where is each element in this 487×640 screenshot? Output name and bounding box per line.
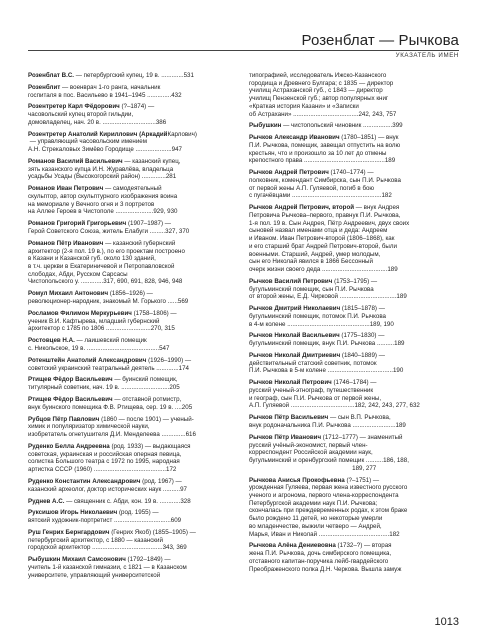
entry-text: внук буинского помещика Ф.В. Ртищева, сер. 19 в. ....205 [28,403,193,411]
entry-text: Петровича Рычкова–первого, правнук П.И. Рычкова, [249,212,401,219]
entry-text: (род. 1933) — выдающаяся [109,442,191,450]
entry-text: внук родоначальника П.И. Рычкова .........................189 [249,422,406,429]
entry-name: Руденко Белла Андреевна [28,442,110,450]
entry-text: госпиталя в пос. Васильево в 1941–1945 ..............432 [28,91,182,99]
entry-text: Карлович) [167,130,197,138]
entry-text: А.П. Гуляевой .....................................182, 242, 243, 277, 632 [249,402,420,410]
entry-name: Руднев А.С. [28,497,65,505]
index-entry [28,72,238,80]
index-entry [249,332,459,347]
entry-text: крепостного права ...............................................189 [249,157,396,165]
entry-text: ученого и агронома, первого члена-корреспондента [249,492,399,499]
entry-text: и его старший брат Андрей Петрович-второй, были [249,242,397,250]
index-entry [28,376,238,391]
entry-name: Рычкова Анисья Прокофьевна [249,476,345,484]
index-entry [28,529,238,552]
entry-text: от первой жены А.П. Гуляевой, погиб в бою [249,184,375,192]
entry-text: — сын В.П. Рычкова, [328,414,391,422]
index-entry [28,185,238,216]
entry-text: (1907–1987) — [126,220,171,228]
entry-name: Романов Иван Петрович [28,185,104,193]
entry-text: П.И. Рычкова, помещик, завещал отпустить на волю [249,142,401,149]
entry-text: революционер-народник, знакомый М. Горького ......569 [28,298,189,306]
entry-text: (1746–1784) — [331,379,377,387]
entry-text: полковник, комендант Симбирска, сын П.И. Рычкова [249,177,401,184]
entry-text: — военврач 1-го ранга, начальник [60,83,161,91]
page-header [0,0,487,62]
entry-text: (1732–?) — вторая [335,542,392,550]
page-number: 1013 [434,616,459,628]
entry-text: Преображенского полка Д.Н. Черкова. Вышла замуж [249,565,402,573]
entry-text: в т.ч. церкви в Екатериничевой и Петропавловской [28,263,175,271]
index-entry [249,414,459,429]
entry-text: Петербургской академии наук П.И. Рычкова; [249,499,378,507]
index-entry [28,337,238,352]
entry-name: Руденко Константин Александрович [28,477,141,485]
entry-text: на Аллее Героев в Чистополе ......................929, 930 [28,208,178,216]
index-entry [28,310,238,333]
index-entry [28,416,238,439]
entry-text: усадьбы Усады (Высокогорский район) ..............281 [28,173,177,181]
index-entry [249,379,459,410]
entry-text: (1926–1990) — [146,356,192,364]
entry-text: архитектор с 1785 по 1806 ..........................270, 315 [28,325,175,333]
entry-text: скульптор, автор скульптурного изображения воина [28,193,178,201]
entry-text: — казанский купец, [122,158,181,166]
entry-text: (род. 1955) — [117,509,159,517]
index-entry [28,158,238,181]
index-entry [28,443,238,474]
entry-name: Ротенштейн Анатолий Александрович [28,356,147,364]
entry-text: военными. Старший, Андрей, умер молодым, [249,250,381,258]
entry-text: жена П.И. Рычкова, дочь симбирского помещика, [249,550,392,558]
entry-name: Рычков Николай Васильевич [249,332,340,340]
entry-text: — чистопольский чиновник .................399 [281,122,403,130]
entry-text: (1856–1926) — [108,290,153,298]
entry-name: Рычков Андрей Петрович, второй [249,204,355,212]
entry-text: очерк жизни своего деда ......................................189 [249,265,398,273]
entry-name: Розентретер Карл Фёдорович [28,103,120,111]
entry-text: (1860 — после 1901) — ученый- [99,415,194,423]
entry-text: училищ Астраханской губ., с 1843 — директор [249,87,383,95]
entry-text: (?–1751) — [344,476,380,484]
index-entry [28,498,238,506]
entry-text: изобретатель огнетушителя Д.И. Менделеева ..............616 [28,431,196,439]
entry-text: отставного капитан-поручика лейб-гвардейского [249,557,389,565]
entry-text: 189, 277 [249,464,377,472]
entry-name: Рычков Пётр Васильевич [249,414,329,422]
index-entry [249,204,459,273]
entry-text: (1758–1806) — [131,309,177,317]
entry-name: Рыбушкин Михаил Самсонович [28,556,126,564]
entry-text: на мемориале у Вечного огня и 3 портретов [28,200,155,208]
index-entry [249,134,459,165]
entry-text: Марья, Иван и Николай .........................................182 [249,530,400,538]
entry-text: вятский художник-портретист .................................609 [28,517,182,525]
entry-name: Руксишов Игорь Николаевич [28,509,118,517]
entry-text: А.Н. Стрекаловых Зимёво Городище .....................947 [28,146,182,154]
entry-text: казанский археолог, доктор исторических наук ..........97 [28,485,187,493]
entry-text: городища и Древнего Булгара; с 1835 — директор [249,79,394,87]
index-entry [28,103,238,126]
entry-name: Романов Григорий Григорьевич [28,220,127,228]
entry-text: корреспондент Российской академии наук, [249,449,373,457]
entry-text: в Казани и Казанской губ. около 130 зданий, [28,255,156,263]
entry-name: Ростовцев Н.А. [28,337,75,345]
entry-name: Рычков Николай Петрович [249,379,332,387]
entry-name: Рычков Александр Иванович [249,134,340,142]
entry-text: — петербургский купец, 19 в. .............531 [74,72,194,79]
index-entry [28,478,238,493]
entry-name: Ртищев Фёдор Васильевич [28,396,113,404]
index-entry [28,220,238,235]
entry-text: русский учёный-экономист, первый член- [249,441,368,449]
entry-text: и Иваном. Иван Петрович-второй (1806–1868), как [249,235,395,243]
index-entry [28,357,238,372]
header-rule [28,50,459,51]
entry-text: домовладелец, нач. 20 в. ...............................386 [28,118,167,126]
entry-text: бугульминский помещик, внук П.И. Рычкова ..........189 [249,340,405,348]
entry-text: урожденная Гуляева, первая жена известного русского [249,484,408,492]
entry-text: бугульминский и оренбургский помещик ..........186, 188, [249,457,409,464]
index-entry [249,169,459,200]
index-entry [249,477,459,539]
section-label: УКАЗАТЕЛЬ ИМЕН [395,52,459,59]
entry-text: городской архитектор .........................................343, 369 [28,544,187,552]
entry-name: Рубцов Пётр Павлович [28,415,100,423]
entry-text: училищ Пензенской губ.; автор популярных книг [249,95,389,103]
entry-text: титулярный советник, нач. 19 в. ............................205 [28,384,180,392]
running-title: Розенблат — Рычкова [301,32,459,49]
index-entry [28,131,238,154]
entry-text: 1-я пол. 19 в. Сын Андрея, Пётр Андреевич, двух своих [249,219,410,227]
index-entry [28,290,238,305]
entry-text: с. Никольское, 19 в. ..........................................547 [28,344,170,352]
entry-text: ученик В.И. Кафтырева, младший губернский [28,317,160,325]
entry-text: П.И. Рычкова в 5-м колене ......................................190 [249,367,404,375]
index-entry [28,509,238,524]
entry-text: было рождено 11 детей, но некоторые умерли [249,515,383,523]
index-entry [249,278,459,301]
entry-text: часовольский купец второй гильдии, [28,111,134,119]
entry-name: Розентретер Анатолий Кириллович (Аркадий [28,130,168,138]
index-entry [28,396,238,411]
entry-text: (1712–1777) — знаменитый [321,433,403,441]
entry-text: (1815–1878) — [340,305,385,313]
entry-text: Чистопольского у. .............317, 690, 691, 828, 946, 948 [28,278,183,286]
entry-text: слободах, Абди, Русском Сарсасы [28,270,128,278]
entry-text: зять казанского купца И.Н. Журавлёва, владельца [28,165,174,173]
entry-text: от второй жены, Е.Д. Чирковой .................................189 [249,293,407,301]
entry-name: Рычков Пётр Иванович [249,433,322,441]
entry-text: (1840–1889) — [340,352,385,359]
entry-text: бугульминский помещик, сын П.И. Рычкова [249,285,374,293]
entry-text: — священник с. Абди, кон. 19 в. ............328 [64,497,191,505]
entry-text: (1775–1830) — [339,332,385,340]
entry-text: действительный статский советник, потомок [249,359,377,367]
entry-name: Рыбушкин [249,122,282,130]
entry-text: Герой Советского Союза, житель Елабуги .........327, 370 [28,228,190,236]
entry-text: советская, украинская и российская оперная певица, [28,450,182,458]
entry-name: Рычкова Алёна Дениевовна [249,542,336,550]
entry-name: Романов Василий Васильевич [28,158,123,166]
entry-text: химик и популяризатор химической науки, [28,423,150,431]
entry-text: и географ, сын П.И. Рычкова от первой жены, [249,394,382,402]
index-entry [249,352,459,375]
entry-text: артистка СССР (1960) ..........................................172 [28,466,177,474]
index-entry [249,434,459,473]
index-entry [249,542,459,573]
entry-text: университете, управляющий университетской [28,571,161,579]
entry-name: Ромул Михаил Антонович [28,290,109,298]
entry-text: советский украинский театральный деятель .............174 [28,364,189,372]
entry-name: Романов Пётр Иванович [28,239,104,247]
index-column-right [249,72,459,577]
index-entry [28,556,238,579]
entry-name: Рычков Андрей Петрович [249,169,329,177]
entry-name: Розенблит [28,83,61,91]
entry-text: русский ученый-этнограф, путешественник [249,387,374,394]
entry-text: — управляющий часовольским имением [28,138,147,146]
index-entry [28,84,238,99]
entry-text: «Краткая история Казани» и «Записки [249,102,359,110]
entry-text: скончалась при преждевременных родах, к этом браке [249,507,408,515]
entry-text: (1740–1774) — [328,169,374,177]
entry-text: с пугачёвцами ....................................................182 [249,192,392,200]
entry-name: Руш Генрих Бернгардович [28,529,110,537]
entry-name: Розенблат В.С. [28,72,75,79]
entry-text: крестьян, что и произошло за 10 лет до отмены [249,149,387,157]
entry-text: в 4-м колене ................................................189, 190 [249,320,394,328]
entry-text: сын его Николай явился в 1866 Бессонный [249,258,373,266]
index-entry [249,122,459,130]
entry-text: солистка Большого театра с 1972 по 1995, народная [28,458,180,466]
entry-text: (1780–1851) — внук [339,134,399,142]
entry-text: (род. 1967) — [140,477,182,485]
index-entry [249,72,459,118]
entry-text: (1792–1849) — [125,556,171,564]
entry-text: архитектор (2-я пол. 19 в.), по его проектам построено [28,247,185,255]
entry-text: сыновей назвал именами отца и деда: Андреем [249,227,388,235]
entry-text: бугульминский помещик, потомок П.И. Рычкова [249,312,386,320]
entry-text: (Генрих Якоб) (1855–1905) — [109,529,196,537]
entry-text: — лаишевский помещик [74,337,147,345]
entry-text: — казанский губернский [103,239,176,247]
entry-name: Рычков Дмитрий Николаевич [249,305,341,313]
index-column-left [28,72,238,584]
entry-name: Рычков Василий Петрович [249,277,333,285]
entry-text: об Астрахани» ......................................242, 243, 757 [249,110,397,118]
entry-text: во младенчестве, выжили четверо — Андрей, [249,522,382,530]
entry-text: (?–1874) — [119,103,155,111]
entry-text: учитель 1-й казанской гимназии, с 1821 — в Казанском [28,564,187,572]
entry-name: Ртищев Фёдор Васильевич [28,376,113,384]
entry-name: Рычков Николай Дмитриевич [249,352,341,359]
entry-text: — буинский помещик, [112,376,178,384]
entry-name: Росламов Филимон Меркурьевич [28,309,132,317]
entry-text: — отставной ротмистр, [112,396,182,404]
entry-text: — самодеятельный [103,185,162,193]
entry-text: — внук Андрея [354,204,400,212]
entry-text: (1753–1795) — [332,277,378,285]
index-entry [249,305,459,328]
entry-text: петербургский архитектор, с 1880 — казанский [28,536,163,544]
entry-text: типографией, исследователь Ижско-Казанского [249,72,387,79]
index-entry [28,240,238,286]
